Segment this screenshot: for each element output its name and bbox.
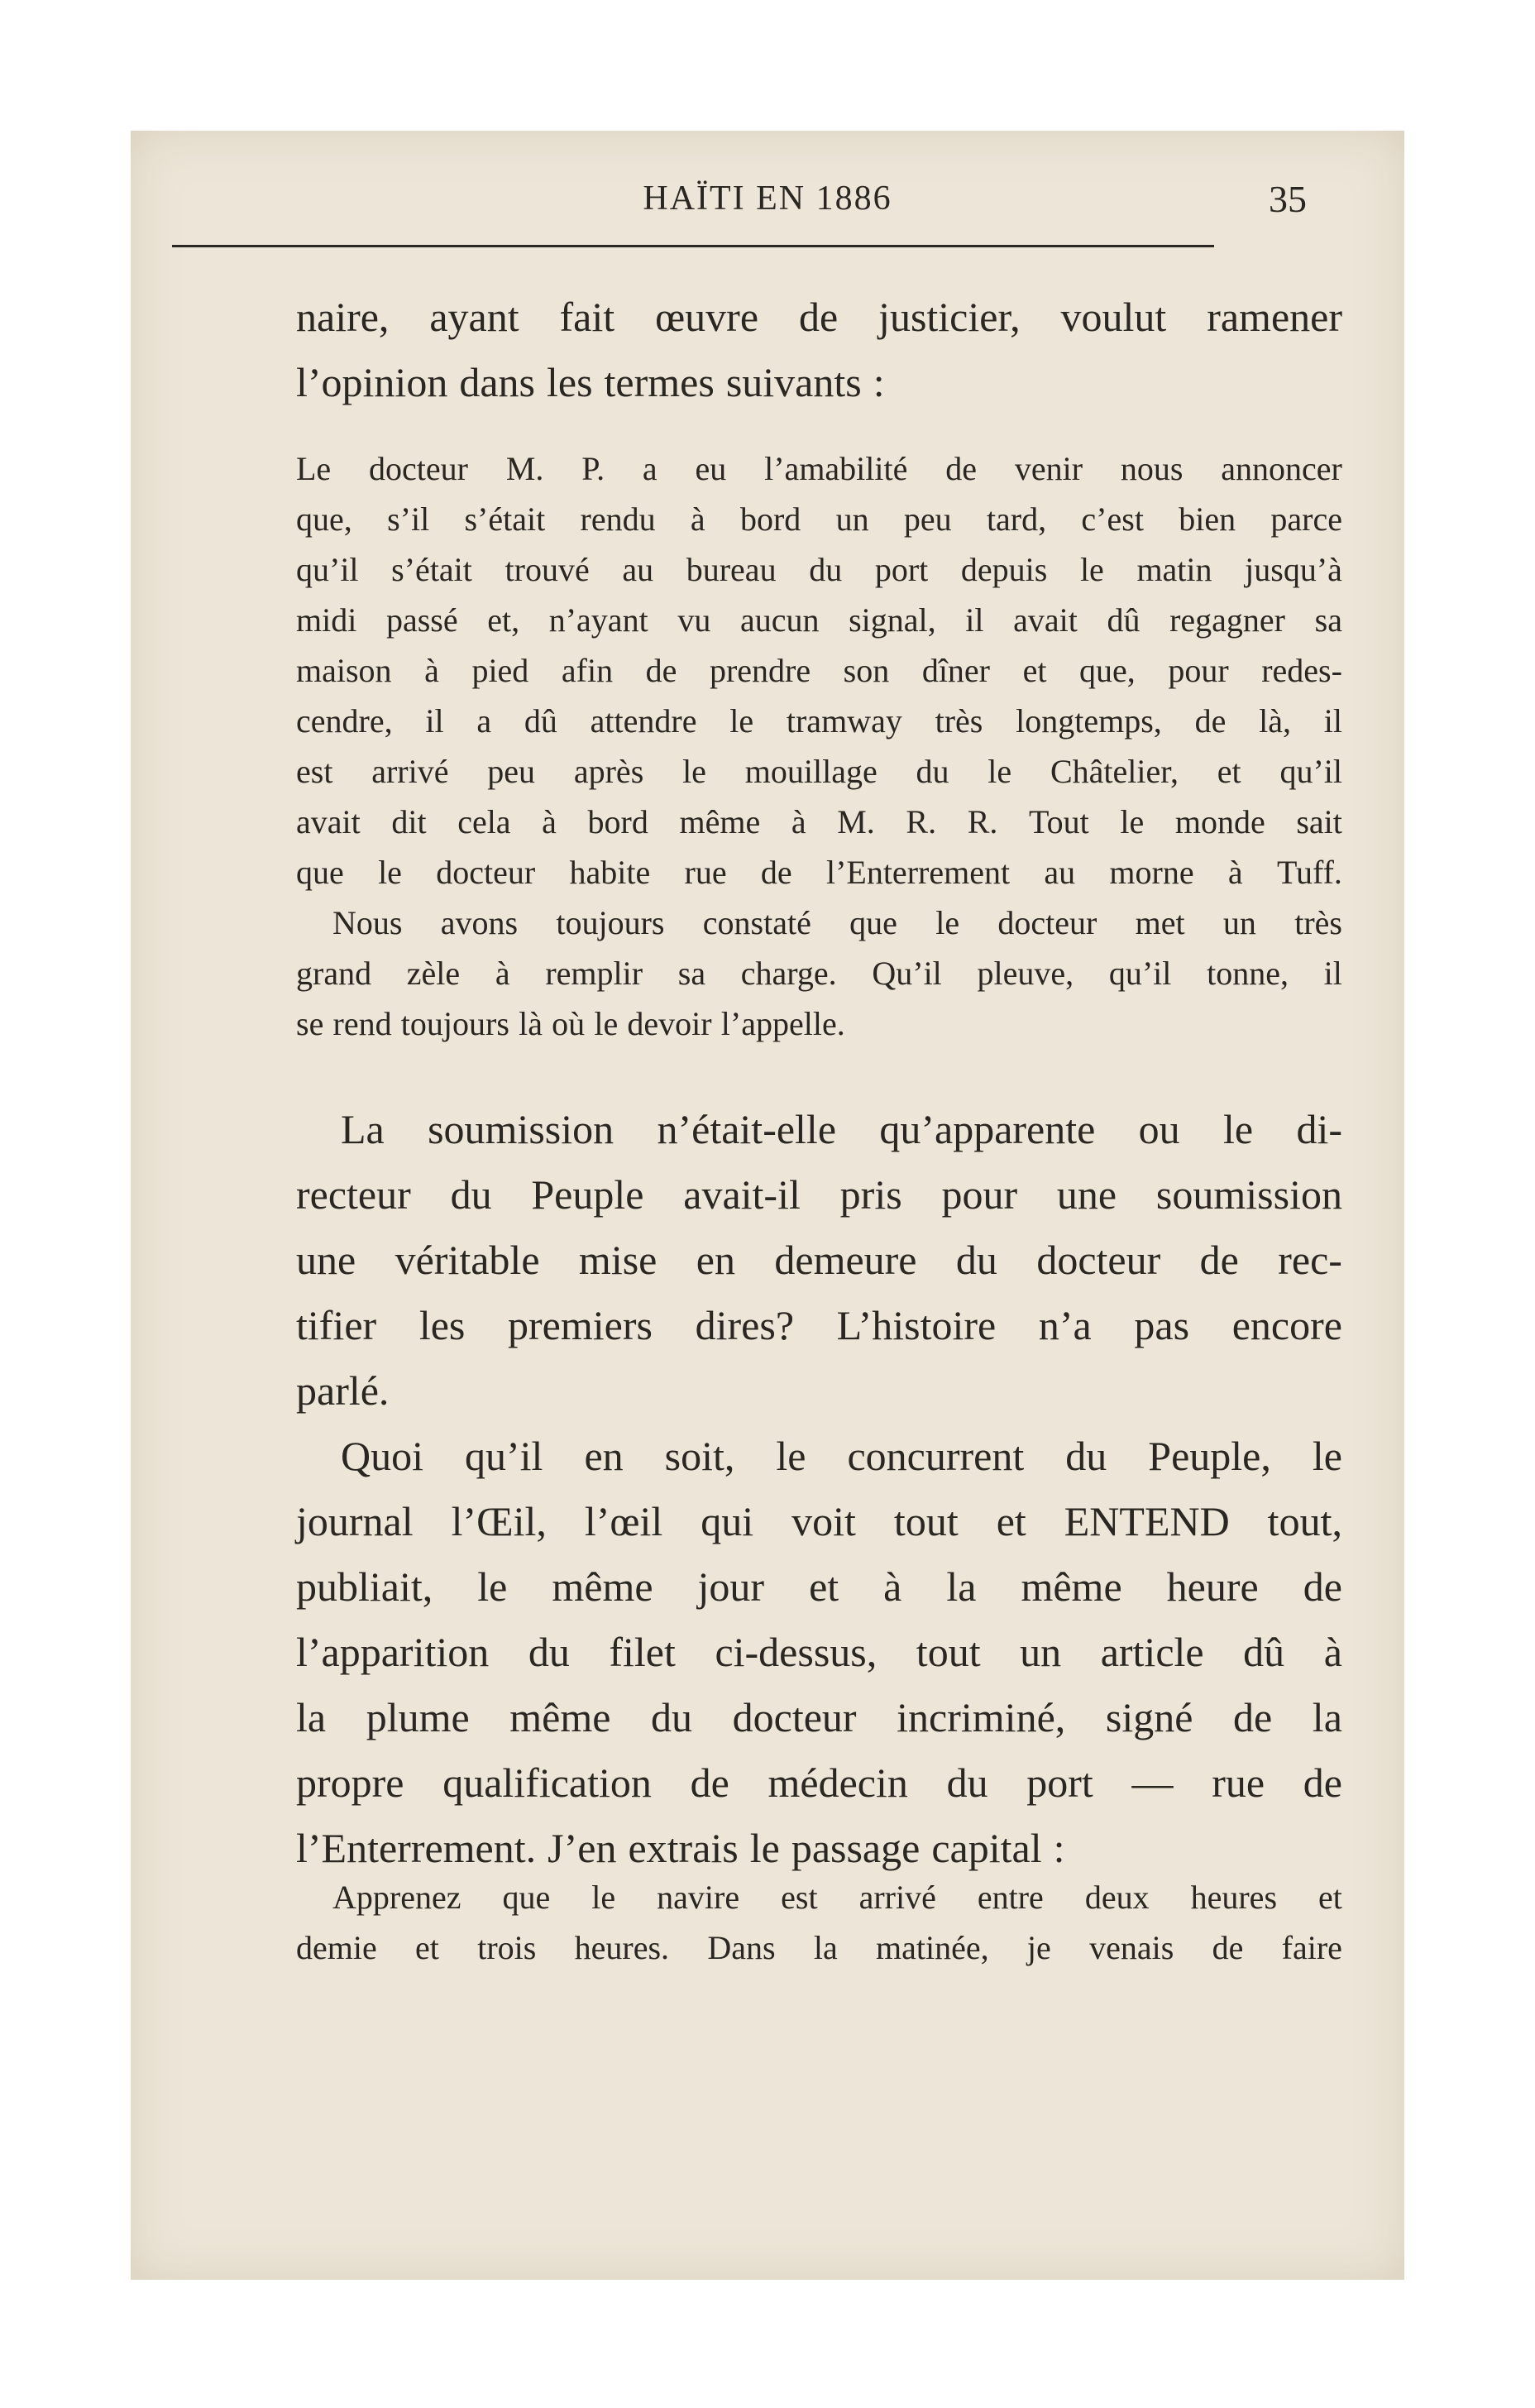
text-line: l’apparition du filet ci-dessus, tout un article dû à [296,1629,1342,1675]
text-line: la plume même du docteur incriminé, signé de la [296,1694,1342,1740]
text-line: propre qualification de médecin du port — rue de [296,1759,1342,1806]
quoted-newspaper-item [296,443,1342,1049]
text-line: Le docteur M. P. a eu l’amabilité de venir nous annoncer [296,450,1342,487]
text-line: que le docteur habite rue de l’Enterrement au morne à Tuff. [296,854,1342,891]
text-line: avait dit cela à bord même à M. R. R. Tout le monde sait [296,803,1342,840]
text-line: journal l’Œil, l’œil qui voit tout et ENTEND tout, [296,1498,1342,1544]
text-line: La soumission n’était-elle qu’apparente ou le di- [341,1106,1342,1152]
lead-paragraph [296,285,1342,415]
text-line: demie et trois heures. Dans la matinée, je venais de faire [296,1929,1342,1966]
text-line: maison à pied afin de prendre son dîner et que, pour redes- [296,652,1342,689]
running-title: HAÏTI EN 1886 [643,180,892,218]
text-line: est arrivé peu après le mouillage du le Châtelier, et qu’il [296,753,1342,790]
text-line: grand zèle à remplir sa charge. Qu’il pleuve, qu’il tonne, il [296,955,1342,992]
text-line: une véritable mise en demeure du docteur de rec- [296,1237,1342,1283]
quoted-article-excerpt [296,1872,1342,1973]
text-line: parlé. [296,1367,390,1414]
text-line: tifier les premiers dires? L’histoire n’a pas encore [296,1302,1342,1348]
text-line: midi passé et, n’ayant vu aucun signal, il avait dû regagner sa [296,601,1342,639]
text-line: recteur du Peuple avait-il pris pour une soumission [296,1171,1342,1218]
text-line: qu’il s’était trouvé au bureau du port depuis le matin jusqu’à [296,551,1342,588]
book-page [131,131,1404,2280]
page-number: 35 [1269,178,1307,220]
header-rule [172,245,1214,247]
text-line: que, s’il s’était rendu à bord un peu tard, c’est bien parce [296,500,1342,538]
text-line: Apprenez que le navire est arrivé entre deux heures et [332,1879,1342,1916]
text-line: naire, ayant fait œuvre de justicier, voulut ramener [296,294,1342,340]
text-line: l’opinion dans les termes suivants : [296,359,885,405]
text-line: cendre, il a dû attendre le tramway très longtemps, de là, il [296,702,1342,740]
text-line: se rend toujours là où le devoir l’appelle. [296,1005,845,1042]
body-paragraphs [296,1097,1342,1881]
text-line: l’Enterrement. J’en extrais le passage capital : [296,1825,1065,1871]
text-line: Nous avons toujours constaté que le docteur met un très [332,904,1342,941]
text-line: Quoi qu’il en soit, le concurrent du Peuple, le [341,1433,1342,1479]
text-line: publiait, le même jour et à la même heure de [296,1563,1342,1610]
